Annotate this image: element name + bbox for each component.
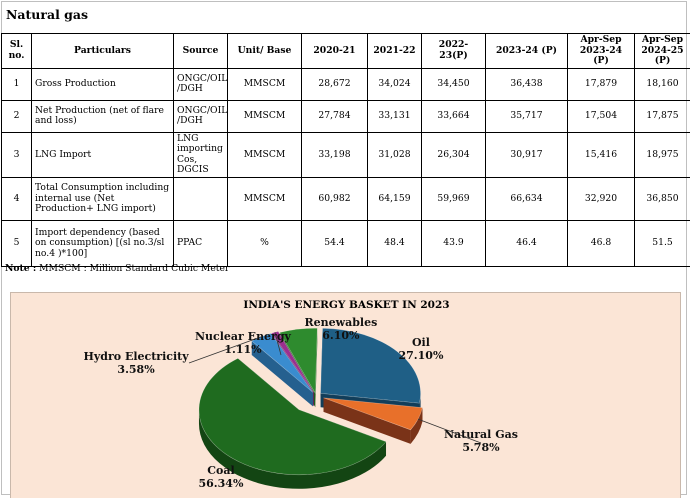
cell: 43.9: [422, 221, 486, 267]
cell: 33,131: [368, 100, 422, 132]
data-label-value: 1.11%: [195, 344, 291, 357]
cell: 64,159: [368, 178, 422, 221]
cell: 35,717: [486, 100, 568, 132]
cell: 32,920: [568, 178, 635, 221]
col-header: Unit/ Base: [228, 34, 302, 69]
cell: 2: [2, 100, 32, 132]
cell: 3: [2, 132, 32, 177]
cell: Net Production (net of flare and loss): [32, 100, 174, 132]
cell: PPAC: [174, 221, 228, 267]
data-label-renewables: [305, 317, 378, 342]
cell: 46.8: [568, 221, 635, 267]
data-label-name: Hydro Electricity: [84, 351, 189, 364]
data-label-value: 27.10%: [399, 350, 444, 363]
cell: 1: [2, 68, 32, 100]
table-row: [2, 132, 690, 177]
cell: %: [228, 221, 302, 267]
table-note: [5, 263, 229, 274]
col-header: Sl. no.: [2, 34, 32, 69]
table-row: [2, 221, 690, 267]
cell: Import dependency (based on consumption) [(sl no.3/sl no.4 )*100]: [32, 221, 174, 267]
data-label-name: Oil: [399, 337, 444, 350]
cell: 31,028: [368, 132, 422, 177]
cell: MMSCM: [228, 68, 302, 100]
cell: 54.4: [302, 221, 368, 267]
cell: 36,850: [635, 178, 690, 221]
data-label-value: 3.58%: [84, 364, 189, 377]
table-row: [2, 100, 690, 132]
cell: 59,969: [422, 178, 486, 221]
cell: Gross Production: [32, 68, 174, 100]
cell: ONGC/OIL /DGH: [174, 100, 228, 132]
data-label-name: Natural Gas: [444, 429, 518, 442]
cell: Total Consumption including internal use (Net Production+ LNG import): [32, 178, 174, 221]
cell: 30,917: [486, 132, 568, 177]
cell: 26,304: [422, 132, 486, 177]
cell: 36,438: [486, 68, 568, 100]
cell: 33,664: [422, 100, 486, 132]
col-header: Source: [174, 34, 228, 69]
section-heading: Natural gas: [6, 7, 88, 22]
cell: 17,875: [635, 100, 690, 132]
cell: LNG importing Cos, DGCIS: [174, 132, 228, 177]
cell: 17,504: [568, 100, 635, 132]
data-label-hydro-electricity: [84, 351, 189, 376]
cell: 4: [2, 178, 32, 221]
data-label-name: Nuclear Energy: [195, 331, 291, 344]
data-label-name: Coal: [199, 465, 244, 478]
data-label-coal: [199, 465, 244, 490]
data-label-oil: [399, 337, 444, 362]
col-header: 2021-22: [368, 34, 422, 69]
cell: 27,784: [302, 100, 368, 132]
cell: 34,024: [368, 68, 422, 100]
chart-title: INDIA'S ENERGY BASKET IN 2023: [11, 299, 682, 311]
cell: MMSCM: [228, 178, 302, 221]
cell: 28,672: [302, 68, 368, 100]
cell: 48.4: [368, 221, 422, 267]
cell: 33,198: [302, 132, 368, 177]
cell: MMSCM: [228, 132, 302, 177]
cell: [174, 178, 228, 221]
data-label-natural-gas: [444, 429, 518, 454]
col-header: 2023-24 (P): [486, 34, 568, 69]
table-row: [2, 178, 690, 221]
col-header: 2022-23(P): [422, 34, 486, 69]
data-label-value: 5.78%: [444, 442, 518, 455]
energy-basket-chart: [10, 292, 681, 498]
table-row: [2, 68, 690, 100]
note-text: MMSCM : Million Standard Cubic Meter: [39, 263, 229, 274]
data-label-name: Renewables: [305, 317, 378, 330]
cell: LNG Import: [32, 132, 174, 177]
cell: 5: [2, 221, 32, 267]
note-label: Note :: [5, 263, 36, 274]
col-header: 2020-21: [302, 34, 368, 69]
cell: 60,982: [302, 178, 368, 221]
cell: 51.5: [635, 221, 690, 267]
col-header: Apr-Sep 2024-25 (P): [635, 34, 690, 69]
cell: 46.4: [486, 221, 568, 267]
data-label-value: 56.34%: [199, 478, 244, 491]
col-header: Particulars: [32, 34, 174, 69]
cell: ONGC/OIL /DGH: [174, 68, 228, 100]
cell: 34,450: [422, 68, 486, 100]
data-label-value: 6.10%: [305, 330, 378, 343]
cell: 17,879: [568, 68, 635, 100]
cell: 15,416: [568, 132, 635, 177]
cell: 18,160: [635, 68, 690, 100]
cell: 18,975: [635, 132, 690, 177]
col-header: Apr-Sep 2023-24 (P): [568, 34, 635, 69]
cell: MMSCM: [228, 100, 302, 132]
data-label-nuclear-energy: [195, 331, 291, 356]
table-header-row: [2, 34, 690, 69]
cell: 66,634: [486, 178, 568, 221]
natural-gas-table: [1, 33, 690, 267]
